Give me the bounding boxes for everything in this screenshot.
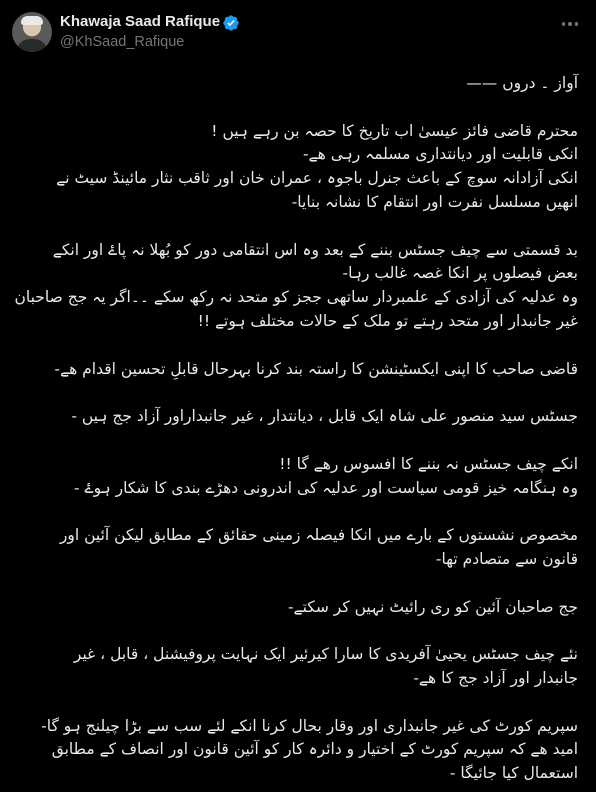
author-name[interactable]: Khawaja Saad Rafique — [60, 13, 221, 30]
tweet-line: نئے چیف جسٹس یحییٰ آفریدی کا سارا کیرئیر ایک نہایت پروفیشنل ، قابل ، غیر — [73, 645, 578, 664]
tweet-line: جانبدار اور آزاد جج کا ھے- — [413, 668, 578, 687]
tweet-line: بد قسمتی سے چیف جسٹس بننے کے بعد وہ اس انتقامی دور کو بُھلا نہ پاۓ اور انکے — [52, 240, 578, 259]
paragraph-gap — [12, 215, 578, 239]
tweet-line: استعمال کیا جائیگا - — [449, 764, 578, 783]
tweet-line: سپریم کورٹ کی غیر جانبداری اور وقار بحال کرنا انکے لئے سب سے بڑا چیلنج ہو گا- — [41, 716, 578, 735]
tweet-line: محترم قاضی فائز عیسیٰ اب تاریخ کا حصہ بن رہے ہیں ! — [211, 121, 578, 140]
tweet-line: امید ھے کہ سپریم کورٹ کے اختیار و دائرہ کار کو آئین قانون اور انصاف کے مطابق — [51, 740, 578, 759]
author-handle[interactable]: @KhSaad_Rafique — [60, 34, 185, 50]
tweet-line: آواز ۔ دروں —— — [466, 74, 578, 92]
paragraph-gap — [12, 381, 578, 405]
paragraph-gap — [12, 96, 578, 120]
paragraph-gap — [12, 619, 578, 643]
tweet-line: وہ عدلیہ کی آزادی کے علمبردار ساتھی ججز کو متحد نہ رکھ سکے ۔۔اگر یہ جج صاحبان — [14, 288, 578, 307]
paragraph-gap — [12, 500, 578, 524]
author-avatar[interactable] — [12, 12, 52, 52]
tweet-line: انکی قابلیت اور دیانتداری مسلمہ رہی ھے- — [302, 145, 578, 164]
paragraph-gap — [12, 334, 578, 358]
avatar-hair — [21, 16, 43, 25]
tweet-line: جسٹس سید منصور علی شاہ ایک قابل ، دیانتدار ، غیر جانبداراور آزاد جج ہیں - — [71, 407, 578, 426]
tweet-line: قانون سے متصادم تھا- — [435, 549, 578, 568]
tweet-line: بعض فیصلوں پر انکا غصہ غالب رہا- — [342, 264, 578, 283]
tweet-text — [12, 72, 578, 786]
tweet-header — [0, 0, 596, 62]
tweet-line: انکے چیف جسٹس نہ بننے کا افسوس رھے گا !! — [279, 454, 578, 473]
tweet-line: انکی آزادانہ سوچ کے باعث جنرل باجوہ ، عمران خان اور ثاقب نثار مائینڈ سیٹ نے — [56, 169, 578, 188]
tweet-line: انھیں مسلسل نفرت اور انتقام کا نشانہ بنایا- — [291, 192, 578, 211]
tweet-line: غیر جانبدار اور متحد رہتے تو ملک کے حالات مختلف ہوتے !! — [197, 311, 578, 330]
paragraph-gap — [12, 429, 578, 453]
tweet-line: وہ ہنگامہ خیز قومی سیاست اور عدلیہ کی اندرونی دھڑے بندی کا شکار ہوۓ - — [73, 478, 578, 497]
tweet-line: جج صاحبان آئین کو ری رائیٹ نہیں کر سکتے- — [287, 597, 578, 616]
avatar-suit — [16, 39, 48, 52]
paragraph-gap — [12, 691, 578, 715]
tweet-line: قاضی صاحب کا اپنی ایکسٹینشن کا راستہ بند کرنا بہرحال قابلِ تحسین اقدام ھے- — [54, 359, 578, 378]
paragraph-gap — [12, 572, 578, 596]
tweet-line: مخصوص نشستوں کے بارے میں انکا فیصلہ زمینی حقائق کے مطابق لیکن آئین اور — [59, 526, 578, 545]
verified-badge-icon — [222, 14, 240, 32]
more-options-icon[interactable] — [558, 12, 582, 36]
